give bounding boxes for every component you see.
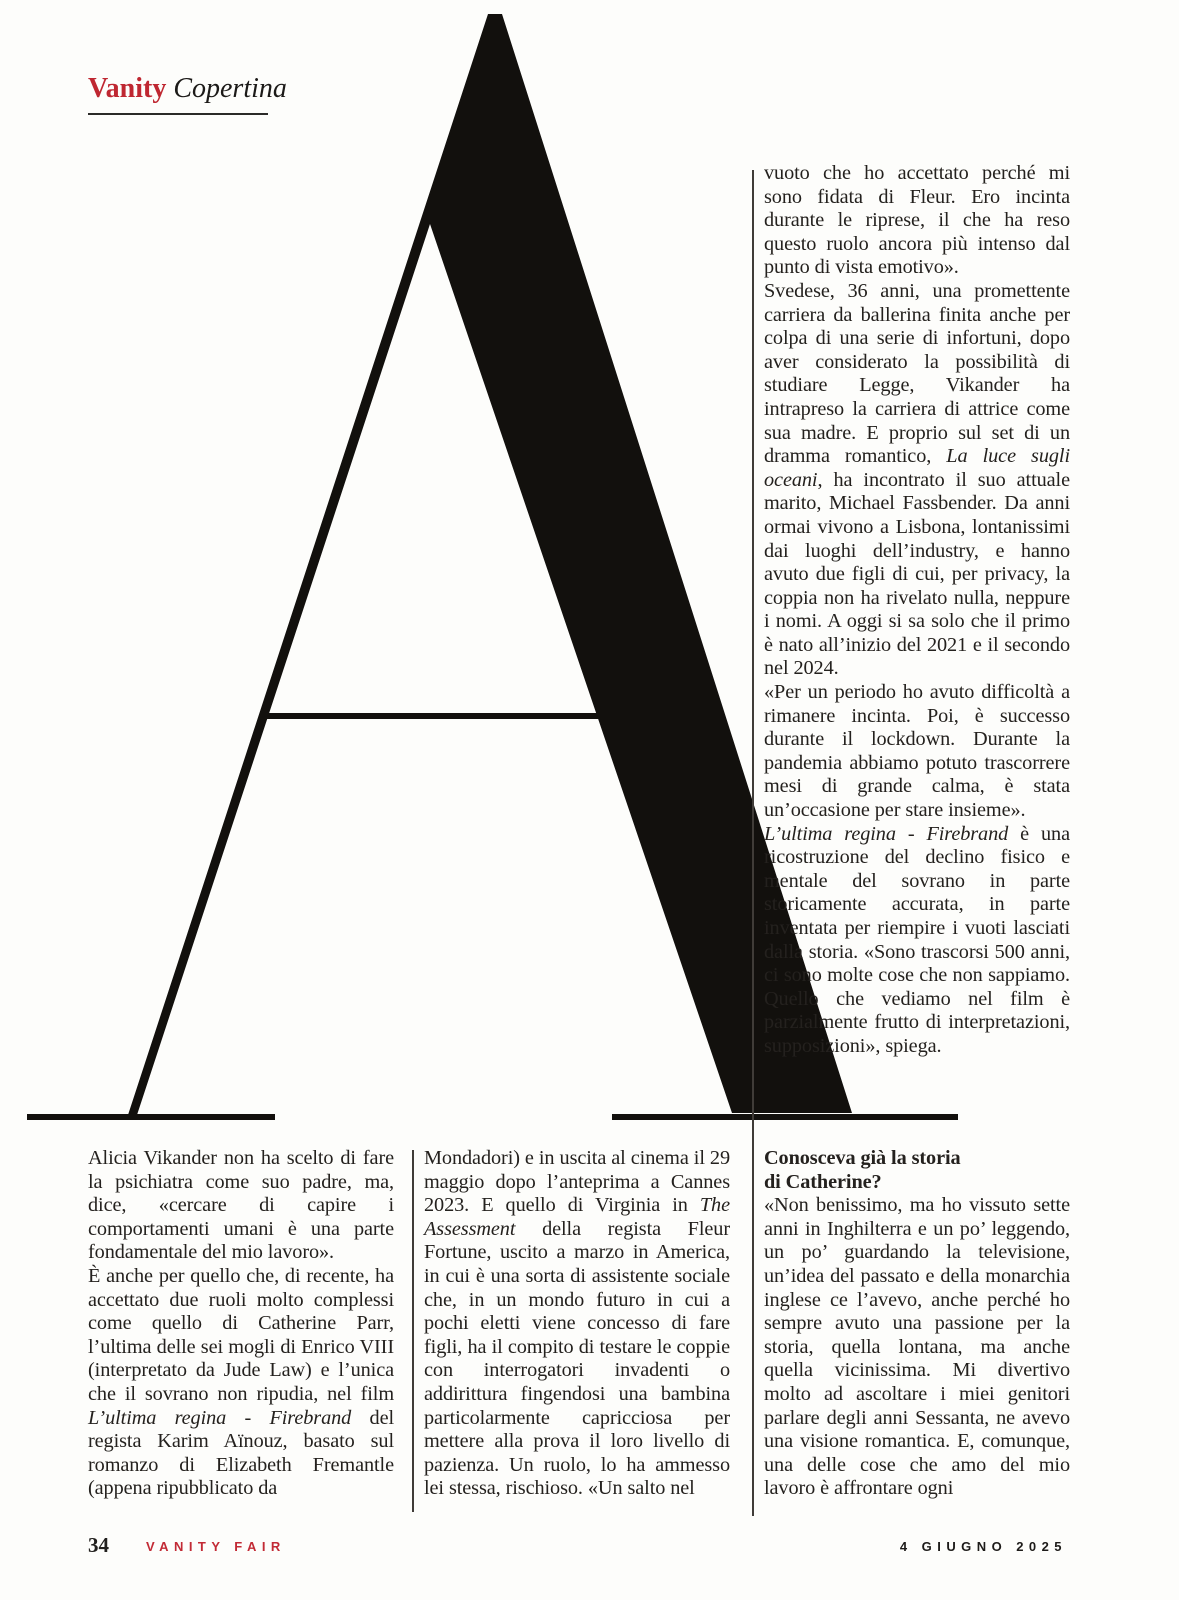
article-column-middle-bottom — [424, 1147, 730, 1501]
dropcap-a-right-serif — [612, 1114, 958, 1120]
brand-word: Vanity — [88, 73, 167, 104]
article-column-left-bottom — [88, 1147, 394, 1501]
paragraph: È anche per quello che, di recente, ha accettato due ruoli molto complessi come quello di Catherine Parr, l’ultima delle sei mogli di Enrico VIII (interpretato da Jude Law) e l’unica che il sovrano non ripudia, nel film L’ultima regina - Firebrand del regista Karim Aïnouz, basato sul romanzo di Elizabeth Fremantle (appena ripubblicato da — [88, 1264, 395, 1500]
dropcap-a-crossbar — [263, 713, 606, 719]
issue-date: 4 GIUGNO 2025 — [899, 1539, 1067, 1554]
kicker-underline — [88, 113, 268, 115]
magazine-name: VANITY FAIR — [146, 1539, 286, 1554]
section-word: Copertina — [173, 73, 287, 104]
dropcap-a-strokes — [127, 14, 852, 1118]
question-heading: Conosceva già la storia di Catherine? — [764, 1147, 961, 1193]
paragraph: «Non benissimo, ma ho vissuto sette anni in Inghilterra e un po’ leggendo, un po’ guardando la televisione, un’idea del passato e della monarchia inglese ce l’avevo, anche perché ho sempre avuto una passione per la storia, quella lontana, ma anche quella vicinissima. Mi divertivo molto ad ascoltare i miei genitori parlare degli anni Sessanta, ne avevo una visione romantica. E, comunque, una delle cose che amo del mio lavoro è affrontare ogni — [764, 1194, 1070, 1500]
section-kicker — [88, 74, 287, 104]
column-divider-left — [412, 1150, 414, 1512]
article-column-right-top — [764, 162, 1070, 1059]
article-column-right-bottom — [764, 1147, 1070, 1501]
paragraph: Mondadori) e in uscita al cinema il 29 maggio dopo l’anteprima a Cannes 2023. E quello di Virginia in The Assessment della regista Fleur Fortune, uscito a marzo in America, in cui è una sorta di assistente sociale che, in un mondo futuro in cui a pochi eletti viene concesso di fare figli, ha il compito di testare le coppie con interrogatori invadenti o addirittura fingendosi una bambina particolarmente capricciosa per mettere alla prova il loro livello di pazienza. Un ruolo, lo ha ammesso lei stessa, rischioso. «Un salto nel — [424, 1147, 730, 1500]
dropcap-a-left-serif — [27, 1114, 275, 1120]
paragraph: Alicia Vikander non ha scelto di fare la psichiatra come suo padre, ma, dice, «cercare di capire i comportamenti umani è una parte fondamentale del mio lavoro». — [88, 1147, 394, 1264]
page-number: 34 — [88, 1533, 109, 1557]
paragraph: vuoto che ho accettato perché mi sono fidata di Fleur. Ero incinta durante le riprese, il che ha reso questo ruolo ancora più intenso dal punto di vista emotivo». — [764, 162, 1070, 279]
paragraph: Svedese, 36 anni, una promettente carriera da ballerina finita anche per colpa di una serie di infortuni, dopo aver considerato la possibilità di studiare Legge, Vikander ha intrapreso la carriera di attrice come sua madre. E proprio sul set di un dramma romantico, La luce sugli oceani, ha incontrato il suo attuale marito, Michael Fassbender. Da anni ormai vivono a Lisbona, lontanissimi dai luoghi dell’industry, e hanno avuto due figli di cui, per privacy, la coppia non ha rivelato nulla, neppure i nomi. A oggi si sa solo che il primo è nato all’inizio del 2021 e il secondo nel 2024. — [764, 279, 1070, 680]
paragraph: «Per un periodo ho avuto difficoltà a rimanere incinta. Poi, è successo durante il lockdown. Durante la pandemia abbiamo potuto trascorrere mesi di grande calma, è stata un’occasione per stare insieme». — [764, 681, 1070, 822]
column-divider-right — [752, 170, 754, 1516]
paragraph: L’ultima regina - Firebrand è una ricostruzione del declino fisico e mentale del sovrano in parte storicamente accurata, in parte inventata per riempire i vuoti lasciati dalla storia. «Sono trascorsi 500 anni, ci sono molte cose che non sappiamo. Quello che vediamo nel film è parzialmente frutto di interpretazioni, supposizioni», spiega. — [764, 822, 1071, 1057]
